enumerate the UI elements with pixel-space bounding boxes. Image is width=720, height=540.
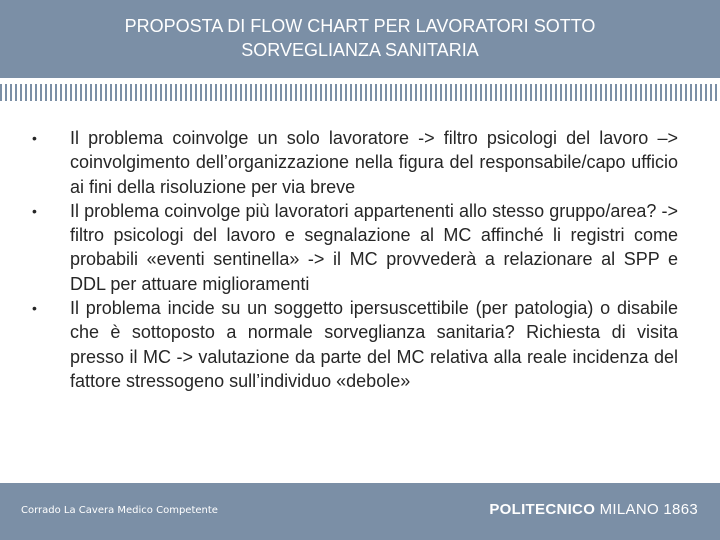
bullet-icon: • — [32, 130, 37, 146]
bullet-list — [26, 126, 678, 393]
bullet-text: Il problema incide su un soggetto ipersuscettibile (per patologia) o disabile che è sottoposto a normale sorveglianza sanitaria? Richiesta di visita presso il MC -> valutazione da parte del MC relativa alla reale incidenza del fattore stressogeno sull’individuo «debole» — [70, 298, 678, 391]
bullet-icon: • — [32, 202, 37, 219]
footer-author: Corrado La Cavera Medico Competente — [21, 505, 218, 516]
bullet-icon: • — [32, 300, 37, 317]
bullet-text: Il problema coinvolge più lavoratori appartenenti allo stesso gruppo/area? -> filtro psicologi del lavoro e segnalazione al MC affinché li registri come probabili «eventi sentinella» -> il MC provvederà a relazionare al SPP e DDL per attuare miglioramenti — [70, 200, 678, 294]
logo-bold-text: POLITECNICO — [489, 501, 596, 518]
footer-bar — [0, 483, 720, 540]
slide-title-line-1: PROPOSTA DI FLOW CHART PER LAVORATORI SOTTO — [124, 16, 596, 36]
bullet-item-1 — [26, 126, 678, 199]
decorative-stripe — [0, 84, 720, 101]
bullet-item-2 — [26, 199, 678, 296]
slide-title-line-2: SORVEGLIANZA SANITARIA — [241, 40, 479, 60]
politecnico-logo — [489, 501, 698, 518]
bullet-item-3 — [26, 296, 678, 393]
bullet-text: Il problema coinvolge un solo lavoratore -> filtro psicologi del lavoro –> coinvolgimento dell’organizzazione nella figura del responsabile/capo ufficio ai fini della risoluzione per via breve — [70, 128, 678, 197]
logo-rest-text: MILANO 1863 — [595, 501, 698, 518]
title-bar — [0, 0, 720, 78]
slide-title — [40, 14, 680, 62]
